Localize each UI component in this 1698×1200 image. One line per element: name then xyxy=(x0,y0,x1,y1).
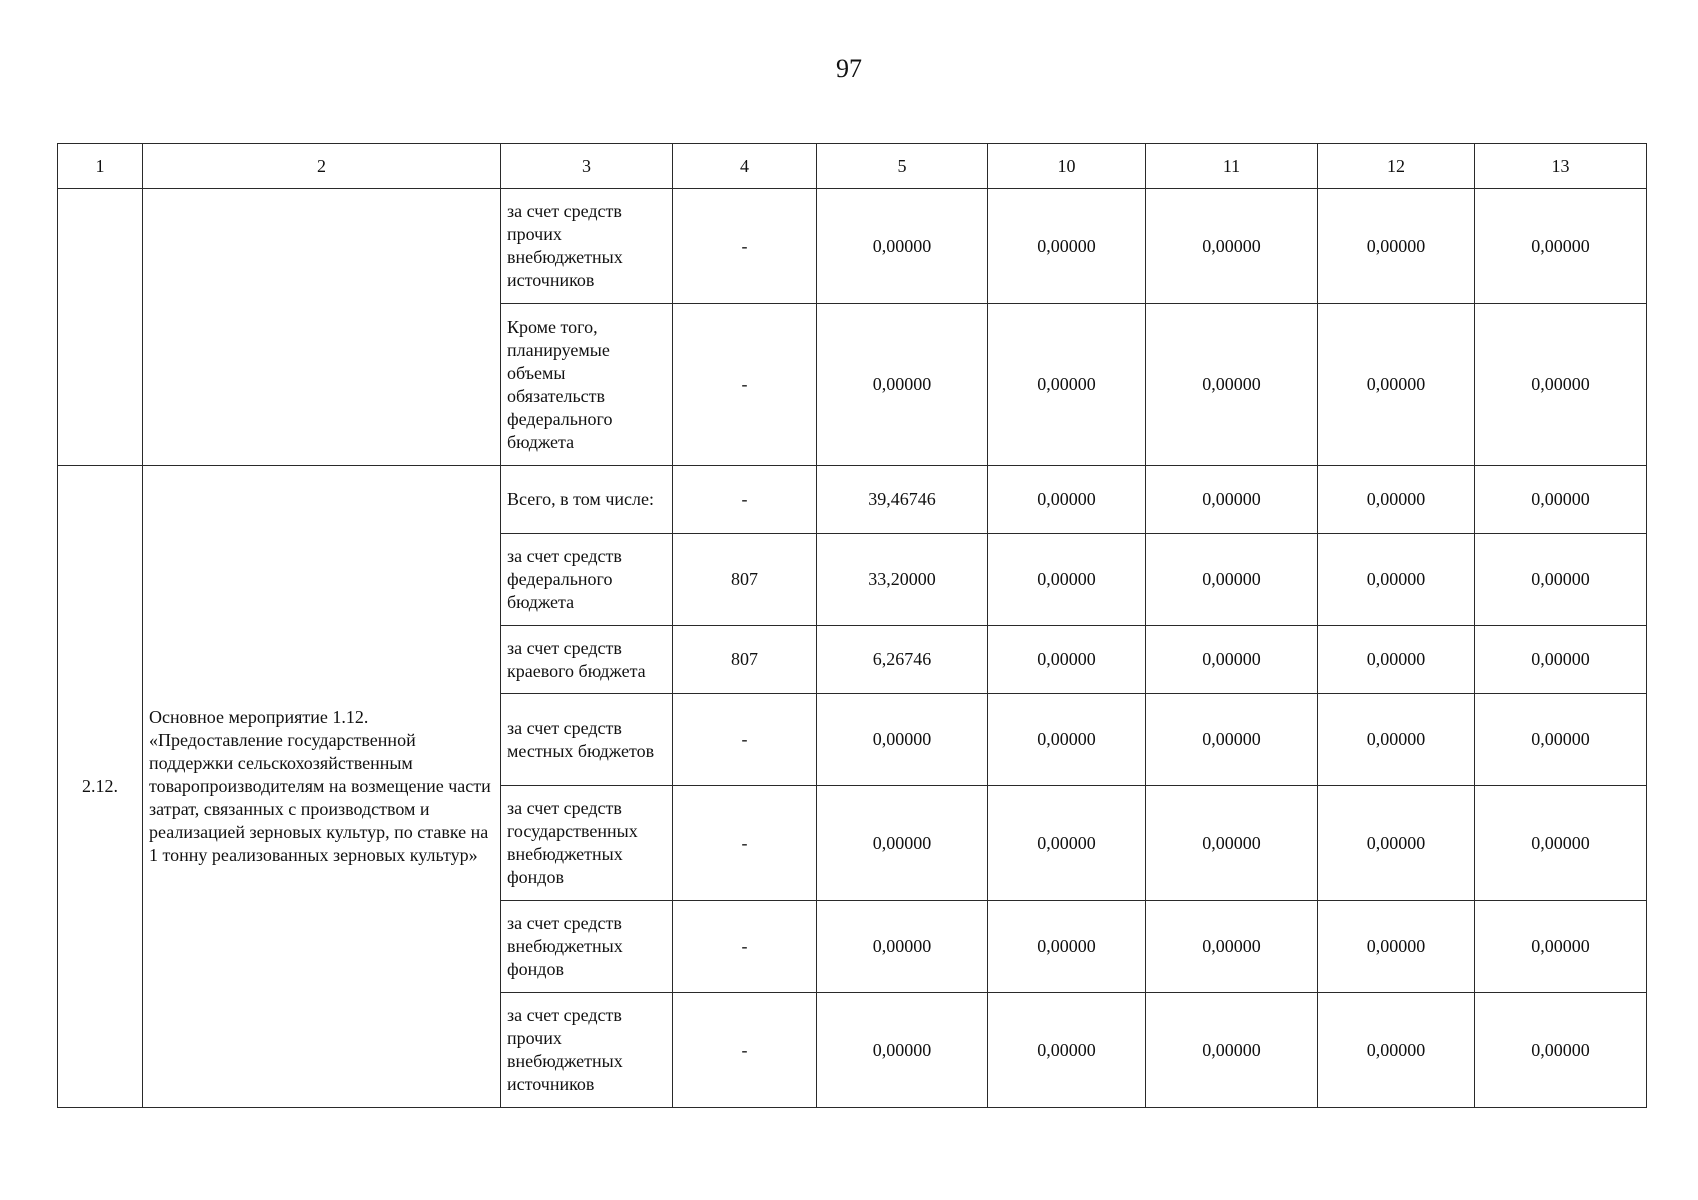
value-cell: 0,00000 xyxy=(1146,534,1318,626)
value-cell: 0,00000 xyxy=(1475,694,1647,786)
value-cell: 0,00000 xyxy=(1475,786,1647,901)
value-cell: 0,00000 xyxy=(1146,694,1318,786)
value-cell: 39,46746 xyxy=(817,466,988,534)
column-header: 5 xyxy=(817,144,988,189)
value-cell: 0,00000 xyxy=(817,786,988,901)
value-cell: 0,00000 xyxy=(1475,626,1647,694)
budget-code-cell: - xyxy=(673,694,817,786)
budget-code-cell: - xyxy=(673,304,817,466)
value-cell: 0,00000 xyxy=(1318,993,1475,1108)
budget-code-cell: 807 xyxy=(673,534,817,626)
funding-source-cell: за счет средств местных бюджетов xyxy=(501,694,673,786)
value-cell: 0,00000 xyxy=(1475,993,1647,1108)
value-cell: 0,00000 xyxy=(1318,304,1475,466)
budget-code-cell: - xyxy=(673,786,817,901)
value-cell: 0,00000 xyxy=(988,786,1146,901)
budget-code-cell: - xyxy=(673,189,817,304)
funding-source-cell: за счет средств прочих внебюджетных источников xyxy=(501,189,673,304)
value-cell: 0,00000 xyxy=(1318,626,1475,694)
column-header: 11 xyxy=(1146,144,1318,189)
column-header: 4 xyxy=(673,144,817,189)
funding-source-cell: Кроме того, планируемые объемы обязательств федерального бюджета xyxy=(501,304,673,466)
value-cell: 0,00000 xyxy=(988,534,1146,626)
budget-code-cell: 807 xyxy=(673,626,817,694)
value-cell: 0,00000 xyxy=(988,466,1146,534)
funding-source-cell: Всего, в том числе: xyxy=(501,466,673,534)
page-number: 97 xyxy=(836,54,862,83)
value-cell: 33,20000 xyxy=(817,534,988,626)
prev-section-number-cell xyxy=(58,189,143,466)
value-cell: 0,00000 xyxy=(1475,466,1647,534)
column-header: 13 xyxy=(1475,144,1647,189)
value-cell: 0,00000 xyxy=(1475,534,1647,626)
column-header: 10 xyxy=(988,144,1146,189)
value-cell: 0,00000 xyxy=(1146,626,1318,694)
value-cell: 0,00000 xyxy=(988,626,1146,694)
value-cell: 0,00000 xyxy=(817,694,988,786)
table-row xyxy=(58,466,1647,534)
value-cell: 0,00000 xyxy=(1146,304,1318,466)
value-cell: 0,00000 xyxy=(988,993,1146,1108)
column-header: 2 xyxy=(143,144,501,189)
value-cell: 0,00000 xyxy=(1146,189,1318,304)
column-number-row xyxy=(58,144,1647,189)
section-description-cell: Основное мероприятие 1.12. «Предоставление государственной поддержки сельскохозяйственным товаропроизводителям на возмещение части затрат, связанных с производством и реализацией зерновых культур, по ставке на 1 тонну реализованных зерновых культур» xyxy=(143,466,501,1108)
column-header: 12 xyxy=(1318,144,1475,189)
budget-code-cell: - xyxy=(673,993,817,1108)
funding-source-cell: за счет средств внебюджетных фондов xyxy=(501,901,673,993)
value-cell: 0,00000 xyxy=(988,189,1146,304)
value-cell: 0,00000 xyxy=(1146,901,1318,993)
value-cell: 6,26746 xyxy=(817,626,988,694)
budget-code-cell: - xyxy=(673,466,817,534)
value-cell: 0,00000 xyxy=(1475,189,1647,304)
value-cell: 0,00000 xyxy=(1318,466,1475,534)
funding-source-cell: за счет средств краевого бюджета xyxy=(501,626,673,694)
value-cell: 0,00000 xyxy=(1146,993,1318,1108)
column-header: 1 xyxy=(58,144,143,189)
value-cell: 0,00000 xyxy=(817,901,988,993)
section-number-cell: 2.12. xyxy=(58,466,143,1108)
funding-source-cell: за счет средств федерального бюджета xyxy=(501,534,673,626)
value-cell: 0,00000 xyxy=(1475,304,1647,466)
value-cell: 0,00000 xyxy=(1318,694,1475,786)
budget-table xyxy=(57,143,1647,1108)
budget-code-cell: - xyxy=(673,901,817,993)
value-cell: 0,00000 xyxy=(988,901,1146,993)
funding-source-cell: за счет средств государственных внебюджетных фондов xyxy=(501,786,673,901)
prev-section-description-cell xyxy=(143,189,501,466)
table-row xyxy=(58,189,1647,304)
value-cell: 0,00000 xyxy=(1146,466,1318,534)
value-cell: 0,00000 xyxy=(1318,786,1475,901)
value-cell: 0,00000 xyxy=(1318,534,1475,626)
funding-source-cell: за счет средств прочих внебюджетных источников xyxy=(501,993,673,1108)
value-cell: 0,00000 xyxy=(1146,786,1318,901)
value-cell: 0,00000 xyxy=(817,189,988,304)
value-cell: 0,00000 xyxy=(988,304,1146,466)
value-cell: 0,00000 xyxy=(1475,901,1647,993)
value-cell: 0,00000 xyxy=(1318,901,1475,993)
value-cell: 0,00000 xyxy=(988,694,1146,786)
value-cell: 0,00000 xyxy=(817,304,988,466)
value-cell: 0,00000 xyxy=(817,993,988,1108)
column-header: 3 xyxy=(501,144,673,189)
value-cell: 0,00000 xyxy=(1318,189,1475,304)
